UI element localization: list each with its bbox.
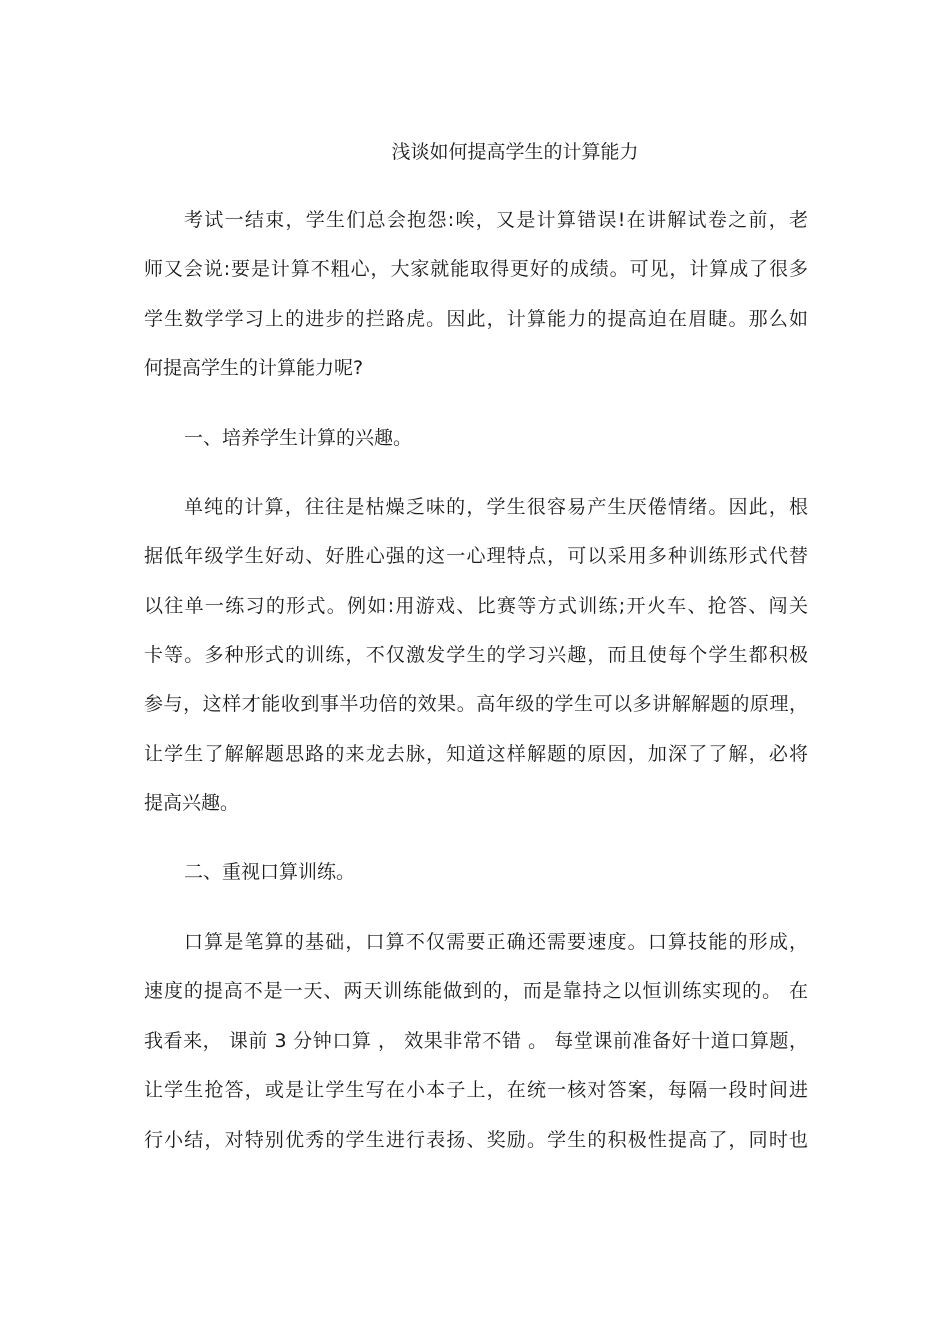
paragraph-3-line-1: 口算是笔算的基础，口算不仅需要正确还需要速度。口算技能的形成， (184, 931, 808, 953)
paragraph-3-line-5: 行小结，对特别优秀的学生进行表扬、奖励。学生的积极性提高了，同时也 (144, 1129, 808, 1151)
paragraph-3-line-2: 速度的提高不是一天、两天训练能做到的，而是靠持之以恒训练实现的。 在 (144, 980, 808, 1002)
paragraph-3-line-4: 让学生抢答，或是让学生写在小本子上，在统一核对答案，每隔一段时间进 (144, 1079, 808, 1101)
section-heading-2: 二、重视口算训练。 (184, 861, 356, 883)
paragraph-3-line-3: 我看来， 课前 3 分钟口算 ， 效果非常不错 。 每堂课前准备好十道口算题， (144, 1030, 808, 1052)
paragraph-2-line-3: 以往单一练习的形式。例如:用游戏、比赛等方式训练;开火车、抢答、闯关 (144, 595, 808, 617)
paragraph-2-line-1: 单纯的计算，往往是枯燥乏味的，学生很容易产生厌倦情绪。因此，根 (184, 496, 808, 518)
paragraph-2-line-7: 提高兴趣。 (144, 792, 240, 814)
paragraph-1-line-2: 师又会说:要是计算不粗心，大家就能取得更好的成绩。可见，计算成了很多 (144, 258, 808, 280)
paragraph-2-line-2: 据低年级学生好动、好胜心强的这一心理特点，可以采用多种训练形式代替 (144, 545, 808, 567)
paragraph-1-line-3: 学生数学学习上的进步的拦路虎。因此，计算能力的提高迫在眉睫。那么如 (144, 308, 808, 330)
paragraph-2-line-5: 参与，这样才能收到事半功倍的效果。高年级的学生可以多讲解解题的原理， (144, 693, 808, 715)
paragraph-1-line-1: 考试一结束，学生们总会抱怨:唉，又是计算错误!在讲解试卷之前，老 (184, 209, 808, 231)
document-title: 浅谈如何提高学生的计算能力 (391, 141, 639, 163)
paragraph-1-line-4: 何提高学生的计算能力呢? (144, 357, 364, 379)
paragraph-2-line-6: 让学生了解解题思路的来龙去脉，知道这样解题的原因，加深了了解，必将 (144, 743, 808, 765)
paragraph-2-line-4: 卡等。多种形式的训练，不仅激发学生的学习兴趣，而且使每个学生都积极 (144, 644, 808, 666)
section-heading-1: 一、培养学生计算的兴趣。 (184, 427, 413, 449)
